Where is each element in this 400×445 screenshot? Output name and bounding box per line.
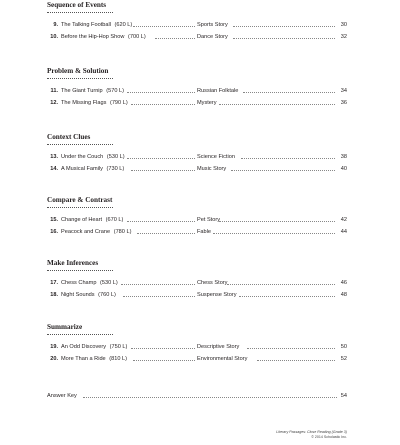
entry-genre: Suspense Story xyxy=(197,292,237,298)
entry-page: 34 xyxy=(340,88,347,94)
entry-page: 52 xyxy=(340,356,347,362)
entry-number: 9. xyxy=(53,22,58,28)
entry-title: The Missing Flags (790 L) xyxy=(61,100,128,106)
entry-page: 44 xyxy=(340,229,347,235)
entry-genre: Mystery xyxy=(197,100,217,106)
entry-number: 19. xyxy=(50,344,58,350)
section-title: Summarize xyxy=(47,323,83,331)
footer-copyright: © 2014 Scholastic Inc. xyxy=(311,435,347,439)
entry-genre: Music Story xyxy=(197,166,227,172)
entry-page: 48 xyxy=(340,292,347,298)
toc-entry[interactable] xyxy=(47,214,347,226)
dot-leader xyxy=(219,221,335,222)
entry-title: Peacock and Crane (780 L) xyxy=(61,229,132,235)
entry-number: 11. xyxy=(50,88,58,94)
section-summarize xyxy=(47,323,347,365)
toc-entry[interactable] xyxy=(47,151,347,163)
section-title: Sequence of Events xyxy=(47,1,107,9)
dot-leader xyxy=(241,158,335,159)
entry-title: Chess Champ (530 L) xyxy=(61,280,118,286)
dot-leader xyxy=(233,26,335,27)
dot-leader xyxy=(227,284,335,285)
entry-page: 38 xyxy=(340,154,347,160)
entry-genre: Sports Story xyxy=(197,22,228,28)
dot-leader xyxy=(243,92,335,93)
entry-number: 20. xyxy=(50,356,58,362)
toc-entry[interactable] xyxy=(47,353,347,365)
entry-title: An Odd Discovery (750 L) xyxy=(61,344,128,350)
entry-genre: Descriptive Story xyxy=(197,344,240,350)
section-title: Compare & Contrast xyxy=(47,196,113,204)
toc-entry[interactable] xyxy=(47,277,347,289)
entry-number: 18. xyxy=(50,292,58,298)
entry-title: Night Sounds (760 L) xyxy=(61,292,116,298)
entry-page: 42 xyxy=(340,217,347,223)
footer-book-title: Literary Passages: Close Reading (Grade 3) xyxy=(276,430,347,434)
dot-leader xyxy=(137,233,195,234)
entry-number: 17. xyxy=(50,280,58,286)
toc-entry[interactable] xyxy=(47,97,347,109)
entry-page: 36 xyxy=(340,100,347,106)
entry-number: 14. xyxy=(50,166,58,172)
entry-number: 12. xyxy=(50,100,58,106)
toc-entry[interactable] xyxy=(47,163,347,175)
dot-leader xyxy=(219,104,335,105)
entry-number: 10. xyxy=(50,34,58,40)
dot-leader xyxy=(257,360,335,361)
entry-title: A Musical Family (730 L) xyxy=(61,166,125,172)
entry-page: 50 xyxy=(340,344,347,350)
entry-number: 13. xyxy=(50,154,58,160)
entry-genre: Russian Folktale xyxy=(197,88,239,94)
toc-entry[interactable] xyxy=(47,289,347,301)
dot-leader xyxy=(133,360,195,361)
dot-leader xyxy=(247,348,335,349)
dot-leader xyxy=(83,397,337,398)
entry-genre: Fable xyxy=(197,229,211,235)
dot-leader xyxy=(155,38,195,39)
entry-number: 15. xyxy=(50,217,58,223)
entry-genre: Pet Story xyxy=(197,217,221,223)
entry-title: The Giant Turnip (570 L) xyxy=(61,88,124,94)
section-compare-and-contrast xyxy=(47,196,347,238)
entry-genre: Dance Story xyxy=(197,34,228,40)
section-title: Context Clues xyxy=(47,133,91,141)
page-footer xyxy=(276,430,347,440)
dot-leader xyxy=(123,296,195,297)
dot-leader xyxy=(127,221,195,222)
entry-title: Answer Key xyxy=(47,393,77,399)
toc-entry[interactable] xyxy=(47,341,347,353)
section-title: Make Inferences xyxy=(47,259,99,267)
section-title: Problem & Solution xyxy=(47,67,109,75)
dot-leader xyxy=(131,170,195,171)
entry-genre: Environmental Story xyxy=(197,356,248,362)
entry-page: 46 xyxy=(340,280,347,286)
toc-entry-answer-key[interactable] xyxy=(47,390,347,402)
dot-leader xyxy=(127,92,195,93)
dot-leader xyxy=(231,170,335,171)
entry-page: 40 xyxy=(340,166,347,172)
entry-title: Under the Couch (530 L) xyxy=(61,154,125,160)
dot-leader xyxy=(131,104,195,105)
entry-page: 32 xyxy=(340,34,347,40)
section-make-inferences xyxy=(47,259,347,301)
toc-entry[interactable] xyxy=(47,19,347,31)
dot-leader xyxy=(133,26,195,27)
entry-page: 54 xyxy=(340,393,347,399)
dot-leader xyxy=(131,348,195,349)
section-sequence-of-events xyxy=(47,1,347,43)
entry-genre: Chess Story xyxy=(197,280,228,286)
section-context-clues xyxy=(47,133,347,175)
entry-title: More Than a Ride (810 L) xyxy=(61,356,127,362)
section-problem-and-solution xyxy=(47,67,347,109)
dot-leader xyxy=(233,38,335,39)
dot-leader xyxy=(127,158,195,159)
dot-leader xyxy=(239,296,335,297)
entry-genre: Science Fiction xyxy=(197,154,235,160)
toc-entry[interactable] xyxy=(47,226,347,238)
entry-title: Before the Hip-Hop Show (700 L) xyxy=(61,34,146,40)
entry-title: The Talking Football (620 L) xyxy=(61,22,133,28)
toc-entry[interactable] xyxy=(47,85,347,97)
dot-leader xyxy=(213,233,335,234)
toc-entry[interactable] xyxy=(47,31,347,43)
entry-title: Change of Heart (670 L) xyxy=(61,217,124,223)
entry-number: 16. xyxy=(50,229,58,235)
dot-leader xyxy=(121,284,195,285)
entry-page: 30 xyxy=(340,22,347,28)
